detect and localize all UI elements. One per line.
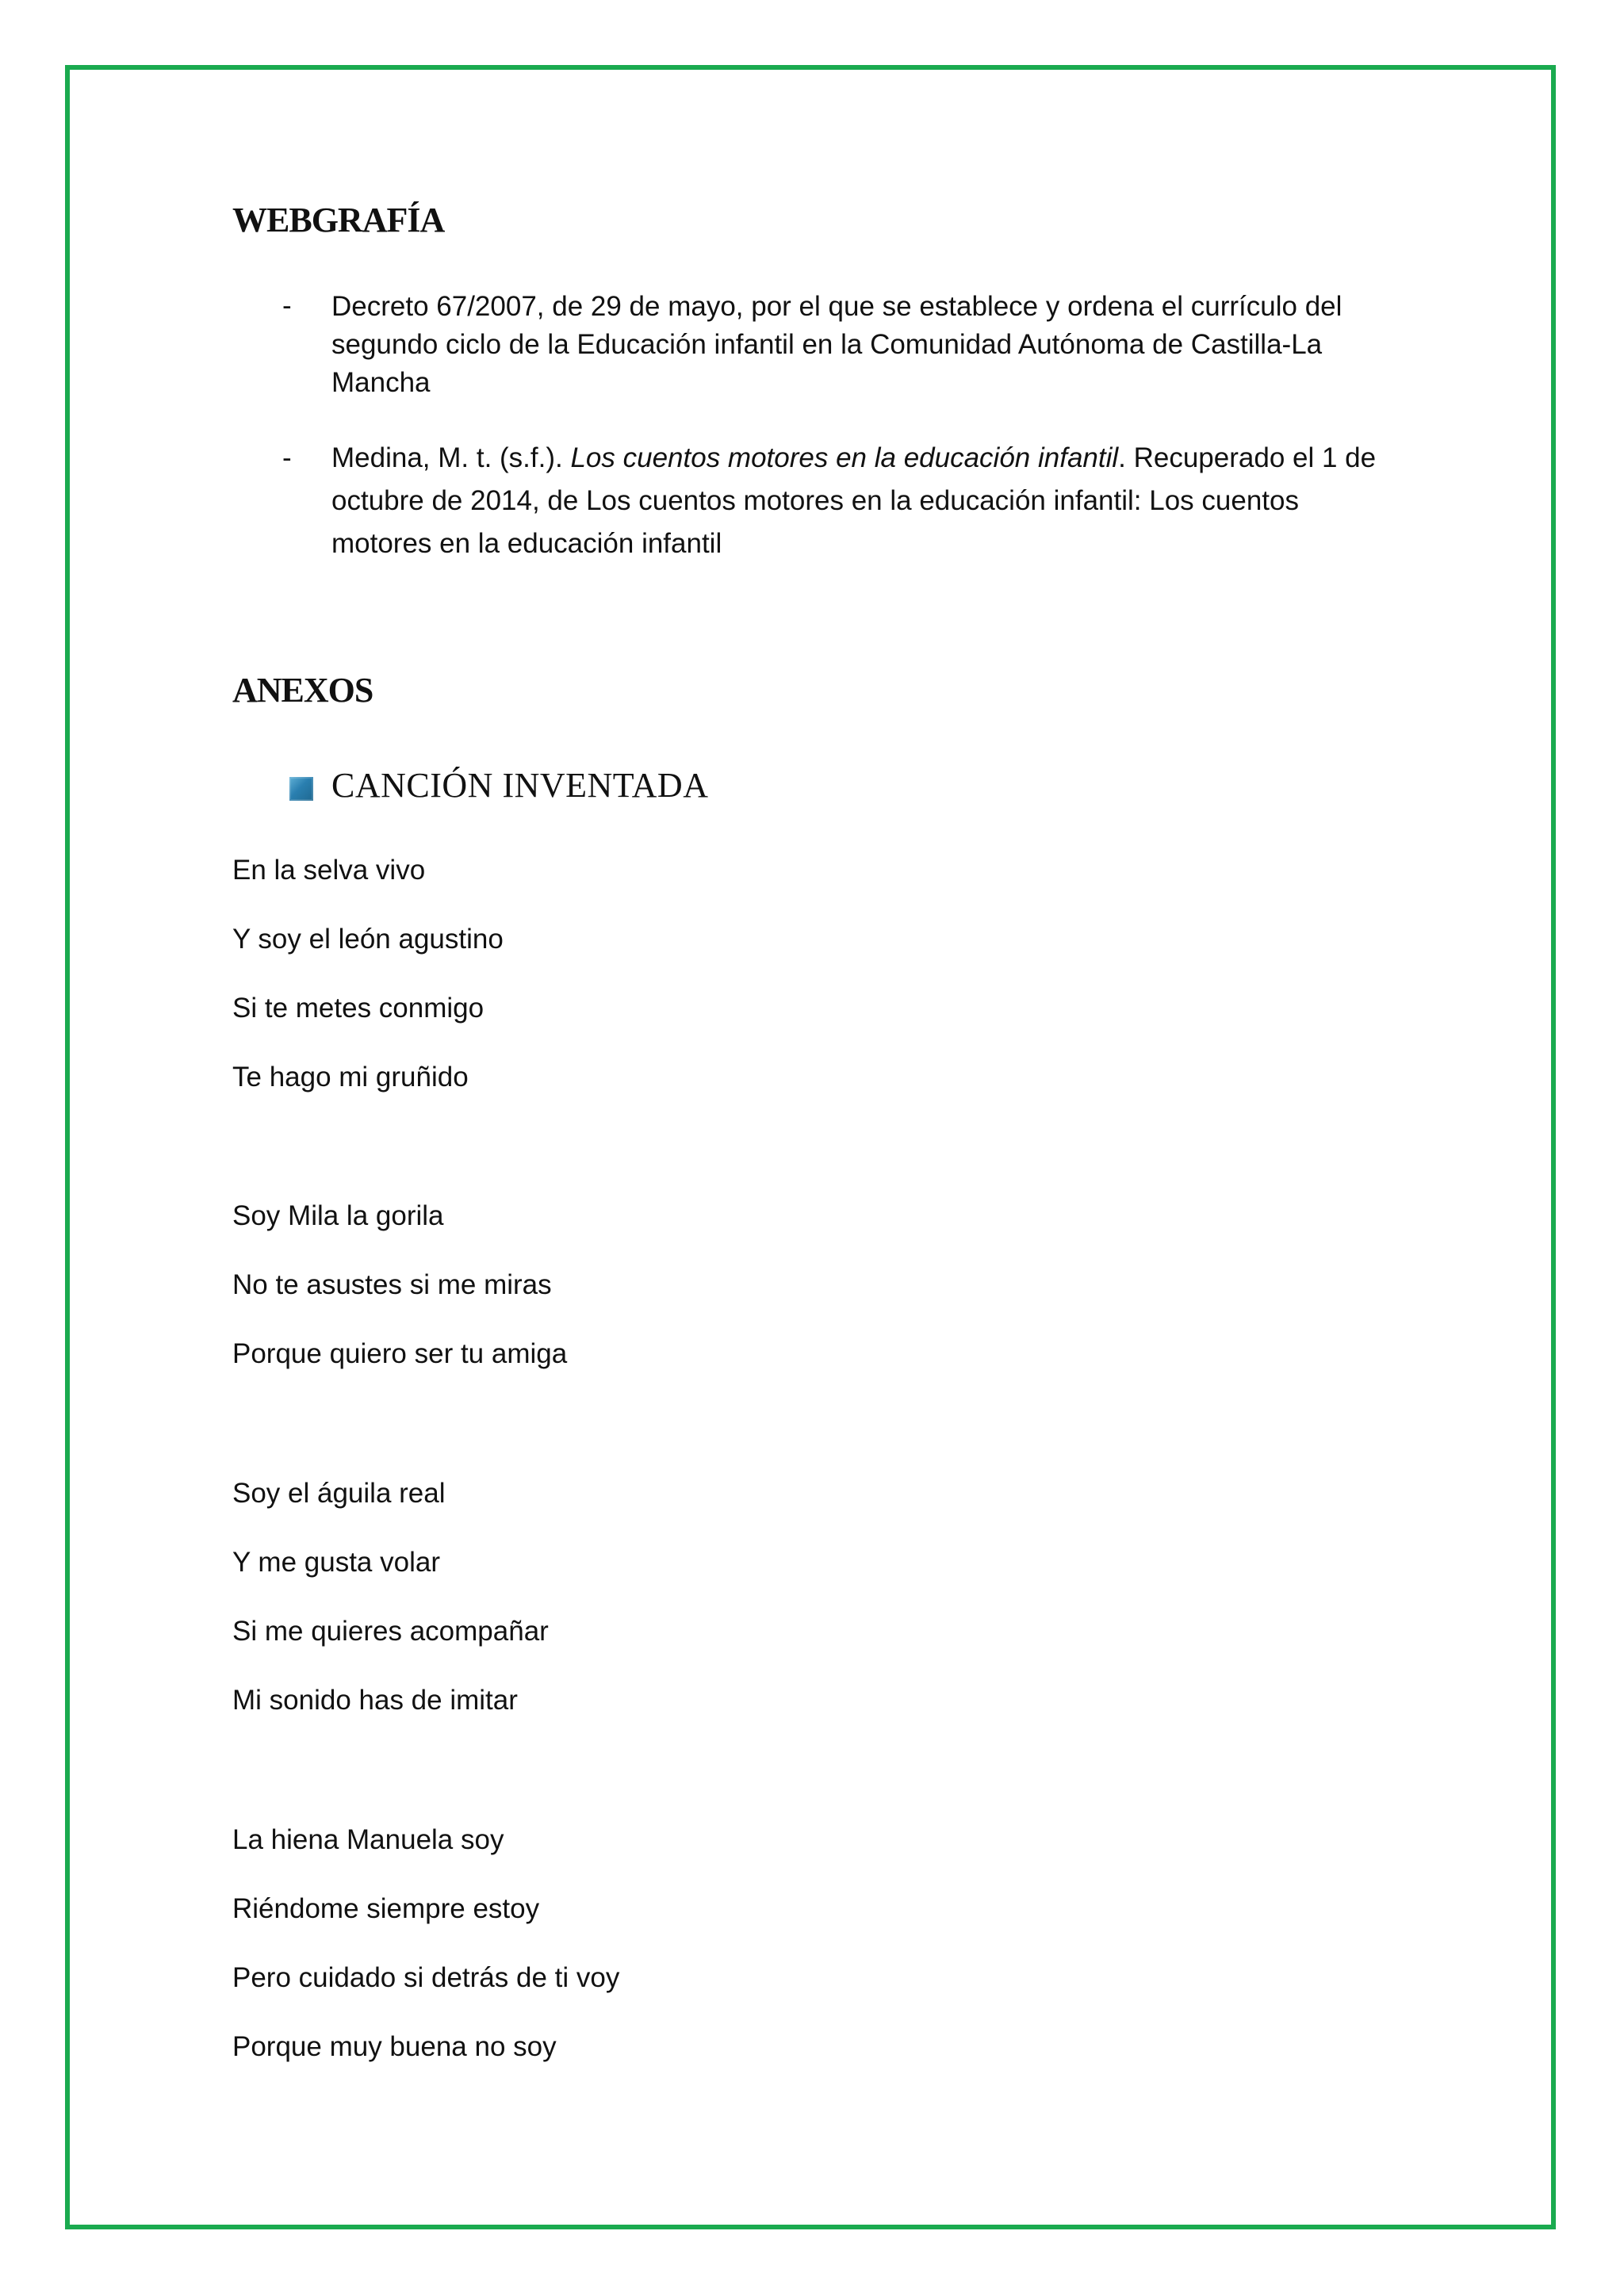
song-line: No te asustes si me miras [232,1269,552,1300]
square-bullet-icon [289,777,313,801]
song-line: La hiena Manuela soy [232,1824,504,1855]
song-line: Te hago mi gruñido [232,1062,469,1093]
song-line: Soy el águila real [232,1478,446,1509]
reference-1-text: Decreto 67/2007, de 29 de mayo, por el que se establece y ordena el currículo del segundo ciclo de la Educación infantil en la Comunidad Autónoma de Castilla-La Mancha [331,291,1342,398]
song-line: Riéndome siempre estoy [232,1893,540,1924]
song-line: Soy Mila la gorila [232,1200,444,1231]
webgrafia-heading: WEBGRAFÍA [232,201,445,239]
song-line: Pero cuidado si detrás de ti voy [232,1962,620,1993]
song-line: Mi sonido has de imitar [232,1685,518,1716]
song-line: Si me quieres acompañar [232,1616,549,1647]
reference-2-author: Medina, M. t. (s.f.). [331,442,571,473]
song-line: Y soy el león agustino [232,924,504,955]
reference-2-title: Los cuentos motores en la educación infantil [570,442,1119,473]
anexos-heading: ANEXOS [232,671,373,710]
song-line: Si te metes conmigo [232,993,485,1024]
cancion-inventada-subheading: CANCIÓN INVENTADA [331,766,709,805]
song-line: Porque muy buena no soy [232,2031,557,2062]
reference-2-text [331,437,1394,565]
reference-2-dash: - [282,442,292,473]
reference-1-dash: - [282,290,292,321]
reference-2-rest: . Recuperado el 1 de octubre de 2014, de Los cuentos motores en la educación infantil: Los cuentos motores en la educación infantil [331,442,1377,559]
song-line: En la selva vivo [232,855,426,886]
song-line: Y me gusta volar [232,1547,440,1578]
song-line: Porque quiero ser tu amiga [232,1338,568,1369]
